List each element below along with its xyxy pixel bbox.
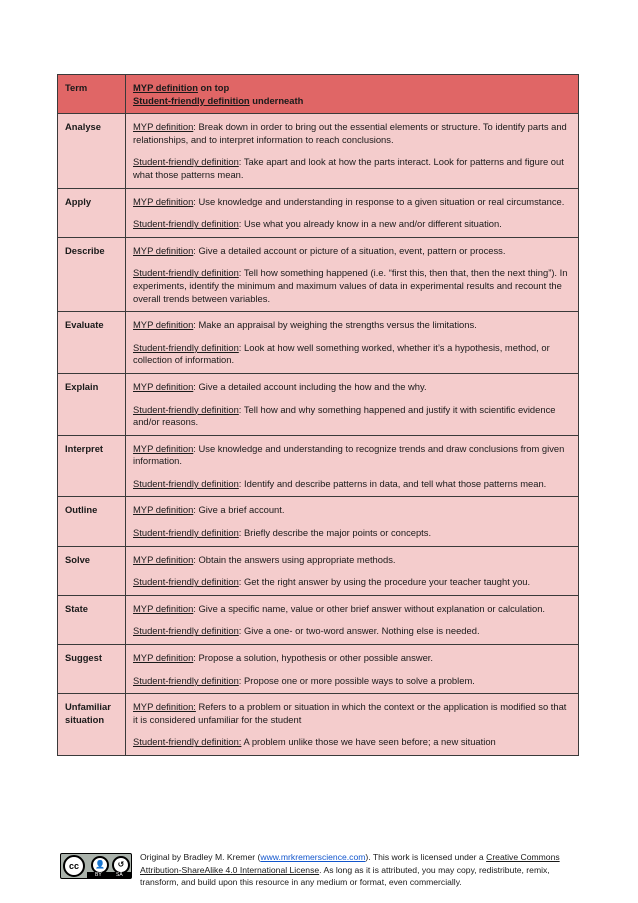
license-footer <box>60 849 580 889</box>
term-label: Apply <box>65 195 92 207</box>
myp-definition-link[interactable]: MYP definition <box>133 504 194 516</box>
student-friendly-separator: : <box>238 625 245 637</box>
myp-definition-link[interactable]: MYP definition <box>133 553 194 565</box>
myp-separator: : <box>193 121 199 133</box>
student-friendly-separator: : <box>238 341 245 353</box>
student-friendly-text: Use what you already know in a new and/or different situation. <box>244 218 502 230</box>
myp-definition-text: Obtain the answers using appropriate methods. <box>198 553 396 565</box>
badge-by-label: BY <box>95 872 102 878</box>
myp-definition-link[interactable]: MYP definition <box>133 602 194 614</box>
definition-cell <box>126 694 579 756</box>
student-friendly-definition <box>133 218 571 231</box>
myp-separator: : <box>193 319 199 331</box>
student-friendly-definition <box>133 267 571 305</box>
student-friendly-definition <box>133 736 571 749</box>
definition-cell <box>126 497 579 546</box>
student-friendly-link[interactable]: Student-friendly definition <box>133 527 239 539</box>
header-student-rest: underneath <box>249 94 304 106</box>
myp-definition <box>133 603 571 616</box>
student-friendly-separator: : <box>238 527 245 539</box>
table-row <box>58 114 579 188</box>
student-friendly-link[interactable]: Student-friendly definition: <box>133 736 242 748</box>
student-friendly-text: Briefly describe the major points or concepts. <box>244 527 432 539</box>
term-cell <box>58 114 126 188</box>
table-row <box>58 595 579 644</box>
myp-definition <box>133 381 571 394</box>
student-friendly-text: Identify and describe patterns in data, and tell what those patterns mean. <box>244 477 547 489</box>
definition-cell <box>126 645 579 694</box>
student-friendly-text: Get the right answer by using the procedure your teacher taught you. <box>244 576 531 588</box>
term-cell <box>58 694 126 756</box>
myp-definition-link[interactable]: MYP definition <box>133 380 194 392</box>
term-cell <box>58 312 126 374</box>
myp-separator: : <box>193 195 199 207</box>
student-friendly-text: Tell how and why something happened and justify it with scientific evidence and/or reasons. <box>133 403 556 428</box>
header-term-cell <box>58 75 126 114</box>
myp-definition-link[interactable]: MYP definition <box>133 652 194 664</box>
definition-cell <box>126 373 579 435</box>
student-friendly-text: Take apart and look at how the parts interact. Look for patterns and figure out what those patterns mean. <box>133 156 564 180</box>
student-friendly-link[interactable]: Student-friendly definition <box>133 477 239 489</box>
myp-definition <box>133 554 571 567</box>
student-friendly-link[interactable]: Student-friendly definition <box>133 267 239 279</box>
student-friendly-definition <box>133 156 571 181</box>
myp-definition-text: Make an appraisal by weighing the strengths versus the limitations. <box>198 319 477 331</box>
table-row <box>58 373 579 435</box>
student-friendly-separator: : <box>238 576 245 588</box>
by-icon: 👤 <box>91 856 109 874</box>
myp-definition <box>133 319 571 332</box>
footer-text <box>140 851 580 889</box>
definitions-table <box>57 74 579 756</box>
myp-definition-link[interactable]: MYP definition <box>133 195 194 207</box>
myp-separator: : <box>193 602 199 614</box>
myp-separator: : <box>193 244 199 256</box>
term-label: Evaluate <box>65 319 104 331</box>
term-cell <box>58 188 126 237</box>
term-label: Suggest <box>65 652 102 664</box>
term-label: Explain <box>65 380 99 392</box>
term-cell <box>58 645 126 694</box>
myp-separator: : <box>193 553 199 565</box>
student-friendly-definition <box>133 625 571 638</box>
term-label: Describe <box>65 244 105 256</box>
myp-definition <box>133 443 571 468</box>
myp-definition-link[interactable]: MYP definition <box>133 121 194 133</box>
footer-text-1: Original by Bradley M. Kremer ( <box>140 852 261 862</box>
student-friendly-definition <box>133 527 571 540</box>
myp-separator: : <box>193 504 199 516</box>
definition-cell <box>126 312 579 374</box>
term-label: Solve <box>65 553 91 565</box>
table-row <box>58 546 579 595</box>
header-myp-link[interactable]: MYP definition <box>133 82 198 93</box>
footer-text-2: ). This work is licensed under a <box>365 852 487 862</box>
myp-definition-text: Break down in order to bring out the essential elements or structure. To identify parts and relationships, and to interpret information to reach conclusions. <box>133 121 567 145</box>
definition-cell <box>126 595 579 644</box>
table-row <box>58 312 579 374</box>
header-student-link[interactable]: Student-friendly definition <box>133 94 250 106</box>
student-friendly-definition <box>133 404 571 429</box>
myp-definition-text: Give a brief account. <box>198 504 285 516</box>
myp-definition-link[interactable]: MYP definition <box>133 244 194 256</box>
definition-cell <box>126 188 579 237</box>
term-label: State <box>65 602 88 614</box>
table-row <box>58 694 579 756</box>
myp-definition <box>133 245 571 258</box>
student-friendly-link[interactable]: Student-friendly definition <box>133 576 239 588</box>
student-friendly-link[interactable]: Student-friendly definition <box>133 156 239 168</box>
definition-cell <box>126 114 579 188</box>
footer-text-3: . As long as it is attributed, you may copy, redistribute, remix, transform, and build upon this resource in any medium or format, even commercially. <box>140 864 550 887</box>
student-friendly-text: Tell how something happened (i.e. “first this, then that, then the next thing”). In experiments, identify the minimum and maximum values of data in experimental results and recount the overall trends between variables. <box>133 267 568 304</box>
student-friendly-separator: : <box>238 156 244 168</box>
student-friendly-definition <box>133 478 571 491</box>
author-site-link[interactable]: www.mrkremerscience.com <box>260 852 366 862</box>
myp-definition-text: Use knowledge and understanding to recognize trends and draw conclusions from given information. <box>133 442 565 467</box>
myp-separator: : <box>193 380 199 392</box>
table-row <box>58 237 579 311</box>
myp-definition-link[interactable]: MYP definition <box>133 319 194 331</box>
student-friendly-definition <box>133 675 571 688</box>
header-definition-cell <box>126 75 579 114</box>
term-label: Interpret <box>65 442 104 454</box>
myp-separator: : <box>193 442 199 454</box>
cc-icon: cc <box>63 855 85 877</box>
term-label: Unfamiliar situation <box>65 701 111 725</box>
myp-definition-text: Give a specific name, value or other brief answer without explanation or calculation. <box>198 602 546 614</box>
student-friendly-text: A problem unlike those we have seen before; a new situation <box>243 736 496 748</box>
table-row <box>58 497 579 546</box>
student-friendly-link[interactable]: Student-friendly definition <box>133 674 239 686</box>
term-cell <box>58 546 126 595</box>
myp-definition-link[interactable]: MYP definition: <box>133 701 196 713</box>
student-friendly-text: Give a one- or two-word answer. Nothing else is needed. <box>244 625 480 637</box>
term-label: Analyse <box>65 121 101 133</box>
student-friendly-text: Propose one or more possible ways to solve a problem. <box>244 674 475 686</box>
student-friendly-link[interactable]: Student-friendly definition <box>133 218 239 230</box>
table-row <box>58 435 579 497</box>
term-cell <box>58 435 126 497</box>
term-cell <box>58 373 126 435</box>
myp-definition-text: Use knowledge and understanding in response to a given situation or real circumstance. <box>198 195 565 207</box>
student-friendly-definition <box>133 576 571 589</box>
license-link[interactable]: Creative Commons Attribution-ShareAlike 4.0 International License <box>140 852 560 875</box>
student-friendly-text: Look at how well something worked, whether it’s a hypothesis, method, or collection of information. <box>133 341 550 366</box>
header-term: Term <box>65 82 88 93</box>
cc-by-sa-badge[interactable] <box>60 853 132 879</box>
definition-cell <box>126 435 579 497</box>
term-label: Outline <box>65 504 98 516</box>
myp-definition-text: Give a detailed account including the how and the why. <box>198 380 427 392</box>
myp-definition-text: Give a detailed account or picture of a situation, event, pattern or process. <box>198 244 506 256</box>
myp-definition <box>133 196 571 209</box>
student-friendly-separator: : <box>238 403 244 415</box>
term-cell <box>58 595 126 644</box>
term-cell <box>58 497 126 546</box>
header-myp-rest: on top <box>197 82 230 93</box>
student-friendly-separator: : <box>238 267 244 279</box>
myp-definition-text: Refers to a problem or situation in which the context or the application is modified so that it is considered unfamiliar for the student <box>133 701 567 725</box>
myp-definition-text: Propose a solution, hypothesis or other possible answer. <box>198 652 434 664</box>
student-friendly-separator: : <box>238 477 245 489</box>
student-friendly-separator: : <box>238 674 245 686</box>
myp-separator: : <box>193 652 199 664</box>
student-friendly-link[interactable]: Student-friendly definition <box>133 341 239 353</box>
definition-cell <box>126 546 579 595</box>
badge-strip <box>87 872 131 878</box>
myp-definition <box>133 701 571 726</box>
myp-definition <box>133 652 571 665</box>
myp-definition <box>133 121 571 146</box>
definition-cell <box>126 237 579 311</box>
badge-sa-label: SA <box>116 872 123 878</box>
myp-definition <box>133 504 571 517</box>
student-friendly-link[interactable]: Student-friendly definition <box>133 403 239 415</box>
table-row <box>58 188 579 237</box>
table-header-row <box>58 75 579 114</box>
student-friendly-definition <box>133 342 571 367</box>
table-row <box>58 645 579 694</box>
term-cell <box>58 237 126 311</box>
student-friendly-separator: : <box>238 218 245 230</box>
sa-icon: ↺ <box>112 856 130 874</box>
myp-definition-link[interactable]: MYP definition <box>133 442 194 454</box>
student-friendly-link[interactable]: Student-friendly definition <box>133 625 239 637</box>
